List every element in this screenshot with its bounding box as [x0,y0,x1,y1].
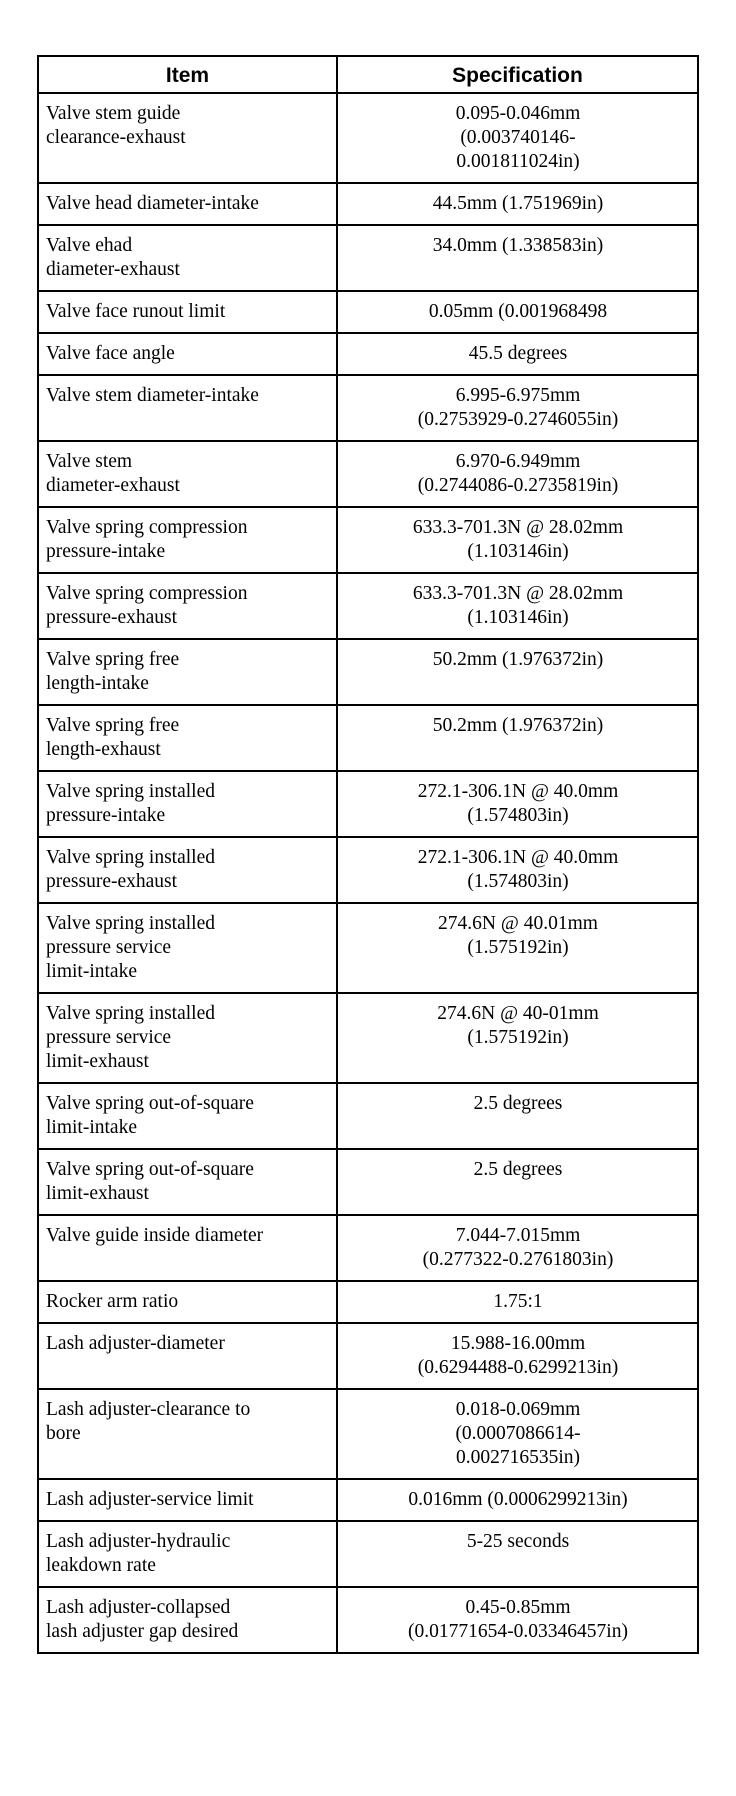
item-text: Rocker arm ratio [46,1291,179,1312]
table-row [38,1587,698,1653]
item-cell [38,993,337,1083]
specification-text: 15.988-16.00mm (0.6294488-0.6299213in) [417,1333,619,1378]
item-cell [38,93,337,183]
item-text: Lash adjuster-service limit [46,1489,254,1510]
item-text: Valve face angle [46,343,175,364]
item-cell [38,291,337,333]
specification-cell [337,1479,698,1521]
specification-text: 0.45-0.85mm (0.01771654-0.03346457in) [408,1597,628,1642]
item-cell [38,1521,337,1587]
item-cell [38,903,337,993]
table-row [38,375,698,441]
specification-text: 0.018-0.069mm (0.0007086614- 0.002716535in) [455,1399,581,1468]
item-text: Valve guide inside diameter [46,1225,264,1246]
specification-cell [337,183,698,225]
column-header-item: Item [38,56,337,93]
table-row [38,441,698,507]
item-text: Valve ehad diameter-exhaust [46,235,180,280]
specification-text: 50.2mm (1.976372in) [432,649,604,670]
specification-text: 45.5 degrees [468,343,568,364]
table-row [38,903,698,993]
specification-text: 633.3-701.3N @ 28.02mm (1.103146in) [412,517,624,562]
specification-cell [337,375,698,441]
table-row [38,1215,698,1281]
table-row [38,1083,698,1149]
item-cell [38,1389,337,1479]
table-row [38,1281,698,1323]
item-cell [38,837,337,903]
specification-text: 2.5 degrees [473,1093,563,1114]
table-row [38,1479,698,1521]
item-text: Lash adjuster-collapsed lash adjuster gap desired [46,1597,239,1642]
table-row [38,225,698,291]
specification-cell [337,441,698,507]
specification-text: 0.095-0.046mm (0.003740146- 0.001811024in) [455,103,581,172]
item-text: Lash adjuster-hydraulic leakdown rate [46,1531,231,1576]
item-cell [38,225,337,291]
specification-text: 274.6N @ 40.01mm (1.575192in) [438,913,598,958]
table-row [38,639,698,705]
item-cell [38,375,337,441]
specification-cell [337,1149,698,1215]
item-text: Valve face runout limit [46,301,226,322]
item-text: Valve spring installed pressure-exhaust [46,847,215,892]
specification-cell [337,93,698,183]
table-row [38,183,698,225]
specification-text: 274.6N @ 40-01mm (1.575192in) [437,1003,599,1048]
item-text: Valve head diameter-intake [46,193,259,214]
table-row [38,705,698,771]
table-row [38,771,698,837]
specification-cell [337,1083,698,1149]
item-cell [38,183,337,225]
table-row [38,993,698,1083]
item-cell [38,1149,337,1215]
item-cell [38,639,337,705]
item-text: Valve spring installed pressure service limit-exhaust [46,1003,215,1072]
table-row [38,1521,698,1587]
table-row [38,507,698,573]
specification-cell [337,1323,698,1389]
specification-cell [337,1587,698,1653]
specification-text: 1.75:1 [493,1291,543,1312]
specification-cell [337,771,698,837]
table-row [38,573,698,639]
specification-cell [337,903,698,993]
item-cell [38,1587,337,1653]
table-row [38,1389,698,1479]
table-row [38,837,698,903]
item-text: Valve spring free length-intake [46,649,180,694]
specification-text: 7.044-7.015mm (0.277322-0.2761803in) [422,1225,614,1270]
item-text: Valve spring installed pressure service limit-intake [46,913,215,982]
specification-text: 5-25 seconds [466,1531,570,1552]
item-cell [38,1083,337,1149]
item-cell [38,507,337,573]
specification-cell [337,573,698,639]
specification-cell [337,1215,698,1281]
specification-text: 44.5mm (1.751969in) [432,193,604,214]
item-text: Valve stem guide clearance-exhaust [46,103,186,148]
specification-text: 6.970-6.949mm (0.2744086-0.2735819in) [417,451,619,496]
specification-text: 272.1-306.1N @ 40.0mm (1.574803in) [417,847,619,892]
item-cell [38,705,337,771]
specification-cell [337,837,698,903]
table-row [38,333,698,375]
specification-cell [337,1389,698,1479]
item-text: Valve spring out-of-square limit-exhaust [46,1159,254,1204]
specification-cell [337,225,698,291]
item-cell [38,441,337,507]
table-row [38,1149,698,1215]
item-text: Valve spring free length-exhaust [46,715,180,760]
specification-text: 633.3-701.3N @ 28.02mm (1.103146in) [412,583,624,628]
item-text: Valve spring compression pressure-exhaust [46,583,248,628]
table-row [38,93,698,183]
column-header-specification: Specification [337,56,698,93]
item-cell [38,1215,337,1281]
specification-text: 0.016mm (0.0006299213in) [408,1489,628,1510]
item-text: Valve spring compression pressure-intake [46,517,248,562]
specification-cell [337,507,698,573]
table-row [38,1323,698,1389]
item-text: Valve spring out-of-square limit-intake [46,1093,254,1138]
table-header-row [38,56,698,93]
valve-specification-table [37,55,699,1654]
specification-cell [337,333,698,375]
specification-cell [337,639,698,705]
specification-text: 2.5 degrees [473,1159,563,1180]
item-cell [38,771,337,837]
specification-cell [337,993,698,1083]
specification-cell [337,1281,698,1323]
item-text: Lash adjuster-clearance to bore [46,1399,251,1444]
specification-cell [337,705,698,771]
item-cell [38,1281,337,1323]
table-body [38,93,698,1653]
item-cell [38,1479,337,1521]
specification-text: 34.0mm (1.338583in) [432,235,604,256]
item-cell [38,573,337,639]
table-row [38,291,698,333]
item-cell [38,1323,337,1389]
item-cell [38,333,337,375]
item-text: Lash adjuster-diameter [46,1333,225,1354]
item-text: Valve spring installed pressure-intake [46,781,215,826]
specification-text: 0.05mm (0.001968498 [428,301,608,322]
specification-cell [337,291,698,333]
specification-cell [337,1521,698,1587]
specification-text: 6.995-6.975mm (0.2753929-0.2746055in) [417,385,619,430]
item-text: Valve stem diameter-exhaust [46,451,180,496]
specification-text: 50.2mm (1.976372in) [432,715,604,736]
specification-text: 272.1-306.1N @ 40.0mm (1.574803in) [417,781,619,826]
item-text: Valve stem diameter-intake [46,385,259,406]
